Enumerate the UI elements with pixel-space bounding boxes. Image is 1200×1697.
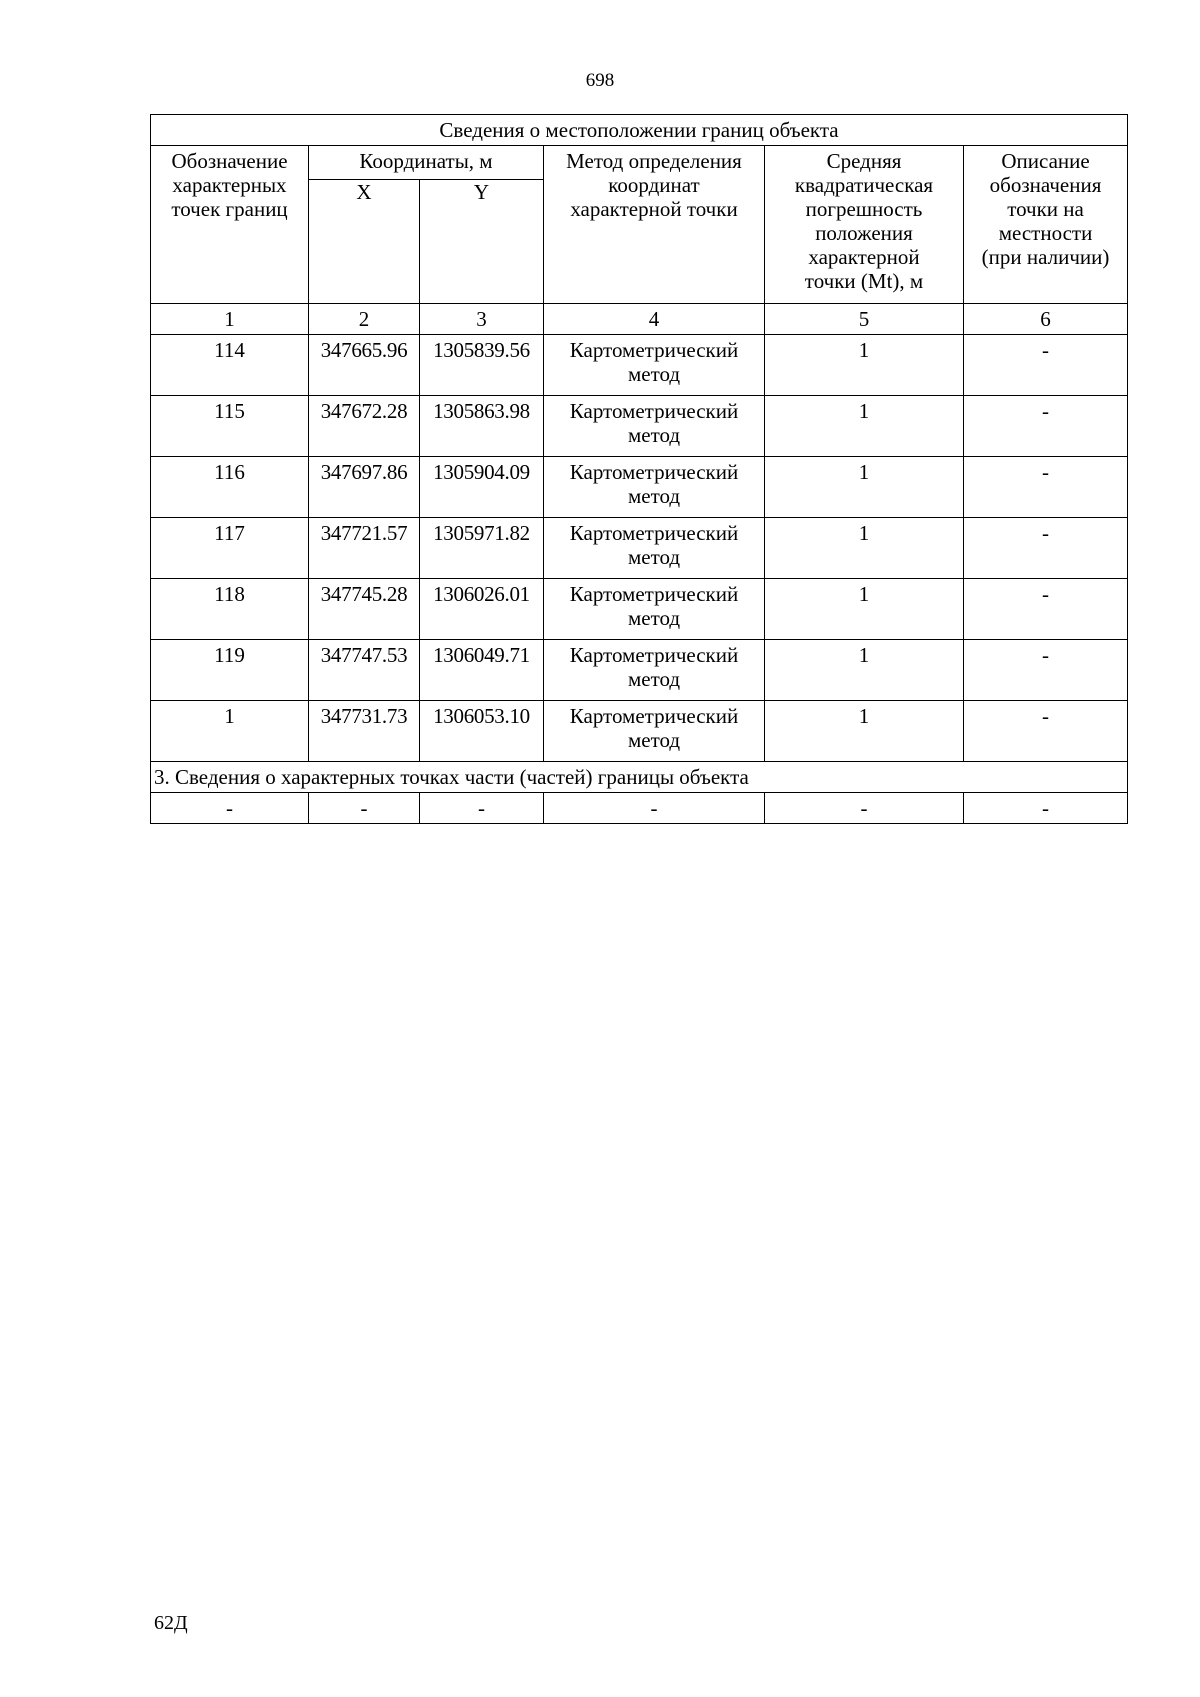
cell-method-line: метод <box>627 423 681 447</box>
header-error-line: погрешность <box>805 197 923 221</box>
column-number: 6 <box>964 304 1128 335</box>
cell-x: 347665.96 <box>309 335 420 396</box>
cell-method-line: Картометрический <box>569 399 739 423</box>
header-point-line: Обозначение <box>171 149 288 173</box>
cell-method-line: метод <box>627 606 681 630</box>
cell-y: 1306049.71 <box>420 640 544 701</box>
cell-method-line: метод <box>627 728 681 752</box>
empty-cell: - <box>765 793 964 824</box>
header-error-line: квадратическая <box>794 173 934 197</box>
header-error-line: положения <box>815 221 913 245</box>
header-point-line: точек границ <box>171 197 288 221</box>
header-description-line: местности <box>998 221 1093 245</box>
header-description-line: Описание <box>1001 149 1090 173</box>
cell-method <box>544 579 765 640</box>
cell-method-line: Картометрический <box>569 521 739 545</box>
empty-cell: - <box>309 793 420 824</box>
empty-cell: - <box>151 793 309 824</box>
table-row <box>151 640 1128 701</box>
cell-point: 114 <box>151 335 309 396</box>
cell-description: - <box>964 457 1128 518</box>
table-row <box>151 793 1128 824</box>
cell-method <box>544 518 765 579</box>
cell-point: 119 <box>151 640 309 701</box>
cell-error: 1 <box>765 640 964 701</box>
cell-x: 347731.73 <box>309 701 420 762</box>
table-row <box>151 457 1128 518</box>
column-number: 3 <box>420 304 544 335</box>
section3-title: 3. Сведения о характерных точках части (частей) границы объекта <box>151 762 1128 793</box>
header-coordinates: Координаты, м <box>309 146 544 180</box>
column-number: 2 <box>309 304 420 335</box>
cell-x: 347745.28 <box>309 579 420 640</box>
cell-error: 1 <box>765 396 964 457</box>
page-number: 698 <box>585 70 615 91</box>
cell-method-line: Картометрический <box>569 582 739 606</box>
cell-method <box>544 701 765 762</box>
header-method-line: характерной точки <box>570 197 738 221</box>
header-description <box>964 146 1128 304</box>
cell-error: 1 <box>765 701 964 762</box>
cell-y: 1305971.82 <box>420 518 544 579</box>
cell-description: - <box>964 335 1128 396</box>
empty-cell: - <box>420 793 544 824</box>
cell-x: 347721.57 <box>309 518 420 579</box>
table-row <box>151 701 1128 762</box>
header-point-line: характерных <box>172 173 287 197</box>
cell-y: 1306053.10 <box>420 701 544 762</box>
cell-method-line: Картометрический <box>569 643 739 667</box>
header-error <box>765 146 964 304</box>
cell-method <box>544 457 765 518</box>
cell-y: 1306026.01 <box>420 579 544 640</box>
cell-point: 118 <box>151 579 309 640</box>
header-error-line: характерной <box>808 245 920 269</box>
cell-point: 1 <box>151 701 309 762</box>
cell-x: 347672.28 <box>309 396 420 457</box>
cell-y: 1305839.56 <box>420 335 544 396</box>
header-description-line: (при наличии) <box>981 245 1110 269</box>
header-point <box>151 146 309 304</box>
header-error-line: точки (Mt), м <box>804 269 924 293</box>
cell-point: 116 <box>151 457 309 518</box>
header-error-line: Средняя <box>826 149 902 173</box>
cell-method-line: метод <box>627 667 681 691</box>
cell-point: 117 <box>151 518 309 579</box>
column-number: 1 <box>151 304 309 335</box>
cell-point: 115 <box>151 396 309 457</box>
table-row <box>151 579 1128 640</box>
header-x: X <box>309 180 420 304</box>
cell-y: 1305904.09 <box>420 457 544 518</box>
footer-code: 62Д <box>154 1612 188 1634</box>
table-row <box>151 335 1128 396</box>
boundary-coordinates-table <box>150 114 1128 824</box>
cell-description: - <box>964 396 1128 457</box>
table-row <box>151 518 1128 579</box>
column-number: 5 <box>765 304 964 335</box>
header-method-line: координат <box>608 173 700 197</box>
cell-method-line: метод <box>627 545 681 569</box>
cell-x: 347697.86 <box>309 457 420 518</box>
cell-x: 347747.53 <box>309 640 420 701</box>
cell-error: 1 <box>765 518 964 579</box>
header-method <box>544 146 765 304</box>
cell-description: - <box>964 579 1128 640</box>
table-title: Сведения о местоположении границ объекта <box>151 115 1128 146</box>
empty-cell: - <box>964 793 1128 824</box>
cell-method-line: метод <box>627 484 681 508</box>
table-row <box>151 396 1128 457</box>
header-description-line: обозначения <box>989 173 1102 197</box>
cell-method-line: метод <box>627 362 681 386</box>
cell-method-line: Картометрический <box>569 460 739 484</box>
cell-method-line: Картометрический <box>569 338 739 362</box>
cell-description: - <box>964 518 1128 579</box>
column-number: 4 <box>544 304 765 335</box>
cell-method <box>544 640 765 701</box>
cell-method <box>544 335 765 396</box>
header-method-line: Метод определения <box>566 149 742 173</box>
cell-error: 1 <box>765 579 964 640</box>
cell-description: - <box>964 701 1128 762</box>
cell-method-line: Картометрический <box>569 704 739 728</box>
header-y: Y <box>420 180 544 304</box>
cell-description: - <box>964 640 1128 701</box>
empty-cell: - <box>544 793 765 824</box>
cell-method <box>544 396 765 457</box>
cell-error: 1 <box>765 457 964 518</box>
header-description-line: точки на <box>1007 197 1084 221</box>
cell-error: 1 <box>765 335 964 396</box>
cell-y: 1305863.98 <box>420 396 544 457</box>
